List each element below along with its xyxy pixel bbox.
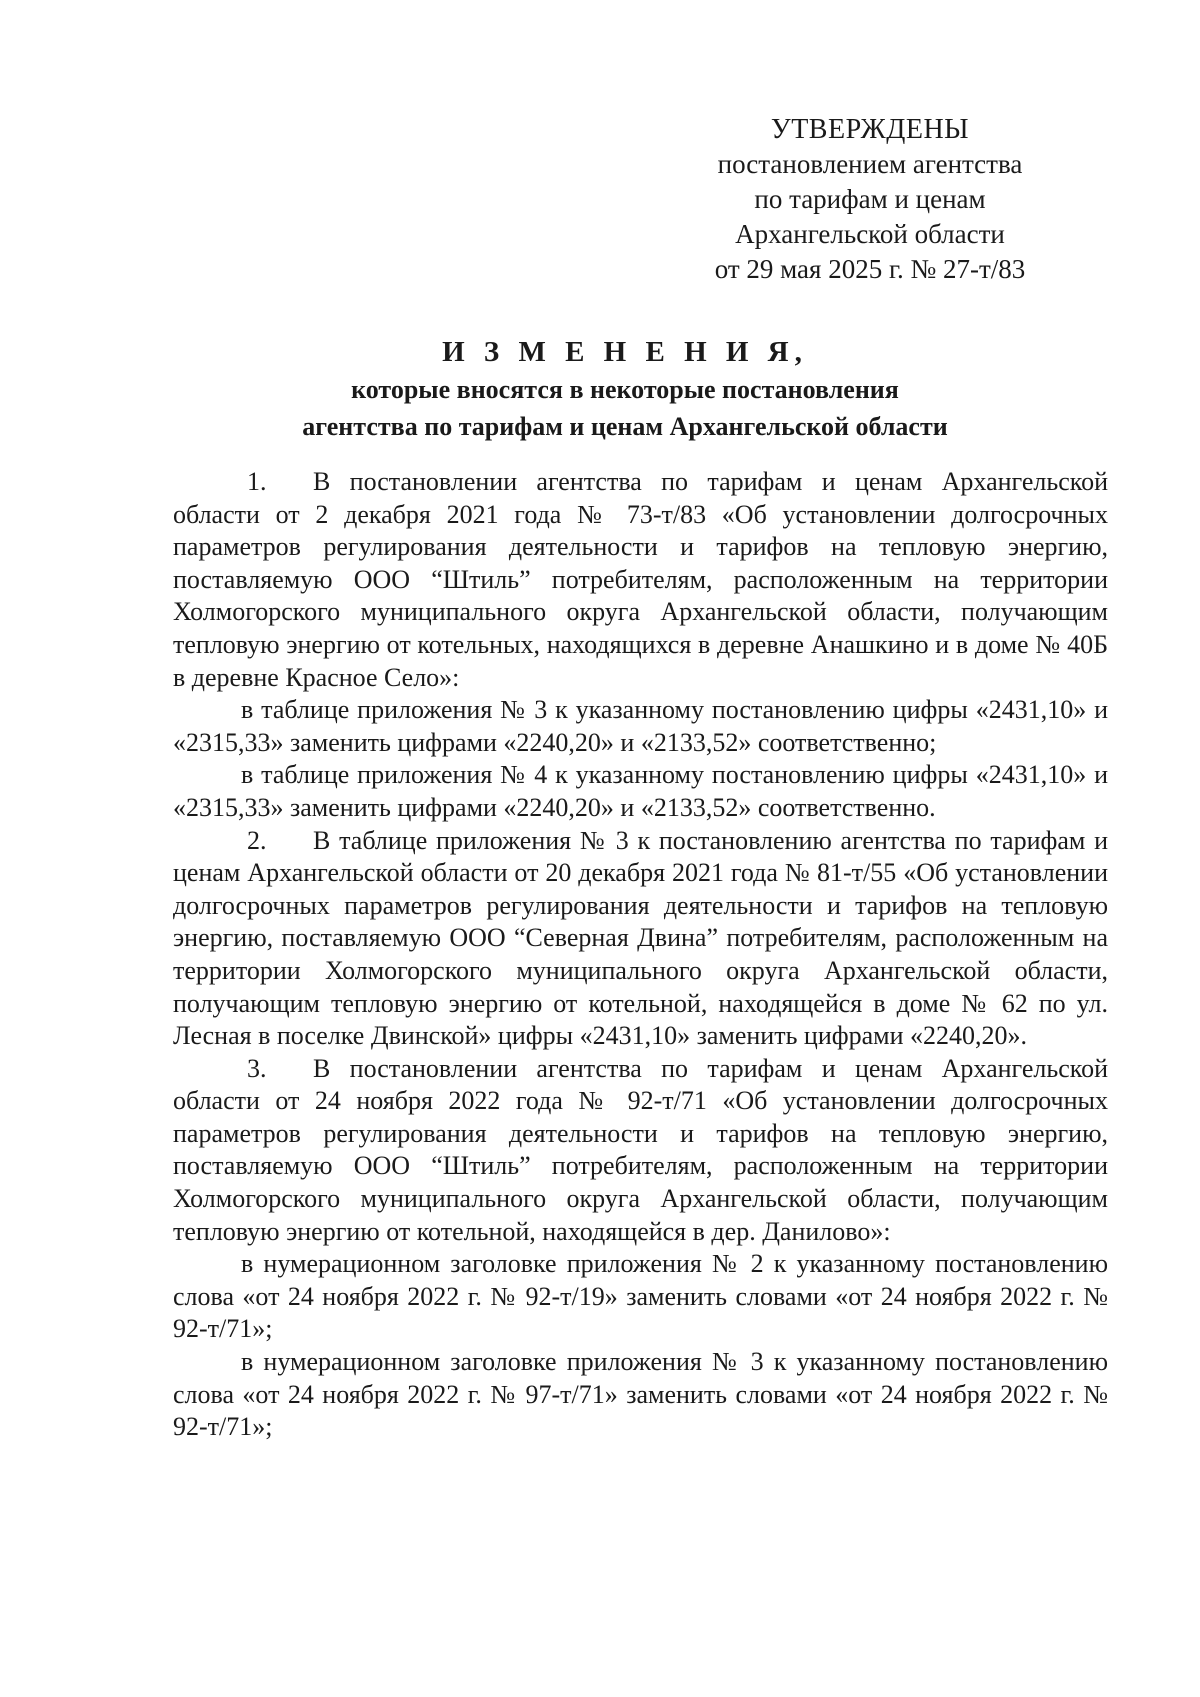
sub-paragraph: в нумерационном заголовке приложения № 3 к указанному постановлению слова «от 24 ноября 2022 г. № 97-т/71» заменить словами «от 24 ноября 2022 г. № 92-т/71»; — [173, 1347, 1108, 1442]
item-number: 1. — [247, 467, 267, 496]
item-number: 2. — [247, 825, 267, 855]
paragraph-item-1 — [173, 466, 1108, 694]
paragraph-item-3 — [173, 1053, 1108, 1249]
approval-date-number: от 29 мая 2025 г. № 27-т/83 — [714, 254, 1026, 284]
document-body — [173, 466, 1108, 1444]
document-title: И З М Е Н Е Н И Я, — [442, 336, 808, 368]
sub-paragraph: в нумерационном заголовке приложения № 2 к указанному постановлению слова «от 24 ноября 2022 г. № 92-т/19» заменить словами «от 24 ноября 2022 г. № 92-т/71»; — [173, 1249, 1108, 1344]
document-heading — [150, 333, 1100, 445]
approval-line: постановлением агентства — [717, 149, 1023, 179]
item-text: В постановлении агентства по тарифам и ценам Архангельской области от 2 декабря 2021 года № 73-т/83 «Об установлении долгосрочных параметров регулирования деятельности и тарифов на тепловую энергию, поставляемую ООО “Штиль” потребителям, расположенным на территории Холмогорского муниципального округа Архангельской области, получающим тепловую энергию от котельных, находящихся в деревне Анашкино и в доме № 40Б в деревне Красное Село»: — [173, 467, 1108, 692]
sub-paragraph: в таблице приложения № 4 к указанному постановлению цифры «2431,10» и «2315,33» заменить цифрами «2240,20» и «2133,52» соответственно. — [173, 760, 1108, 822]
document-subtitle: которые вносятся в некоторые постановления — [351, 375, 899, 404]
document-subtitle: агентства по тарифам и ценам Архангельской области — [302, 412, 948, 441]
approval-line: по тарифам и ценам — [754, 184, 986, 214]
sub-paragraph: в таблице приложения № 3 к указанному постановлению цифры «2431,10» и «2315,33» заменить цифрами «2240,20» и «2133,52» соответственно; — [173, 695, 1108, 757]
paragraph-item-2 — [173, 825, 1108, 1053]
item-number: 3. — [247, 1053, 267, 1083]
approval-line: Архангельской области — [735, 219, 1005, 249]
item-text: В таблице приложения № 3 к постановлению агентства по тарифам и ценам Архангельской области от 20 декабря 2021 года № 81-т/55 «Об установлении долгосрочных параметров регулирования деятельности и тарифов на тепловую энергию, поставляемую ООО “Северная Двина” потребителям, расположенным на территории Холмогорского муниципального округа Архангельской области, получающим тепловую энергию от котельной, находящейся в доме № 62 по ул. Лесная в поселке Двинской» цифры «2431,10» заменить цифрами «2240,20». — [173, 825, 1108, 1051]
approval-stamp-block — [650, 112, 1090, 287]
approval-title: УТВЕРЖДЕНЫ — [770, 114, 970, 145]
item-text: В постановлении агентства по тарифам и ценам Архангельской области от 24 ноября 2022 года № 92-т/71 «Об установлении долгосрочных параметров регулирования деятельности и тарифов на тепловую энергию, поставляемую ООО “Штиль” потребителям, расположенным на территории Холмогорского муниципального округа Архангельской области, получающим тепловую энергию от котельной, находящейся в дер. Данилово»: — [173, 1053, 1108, 1246]
